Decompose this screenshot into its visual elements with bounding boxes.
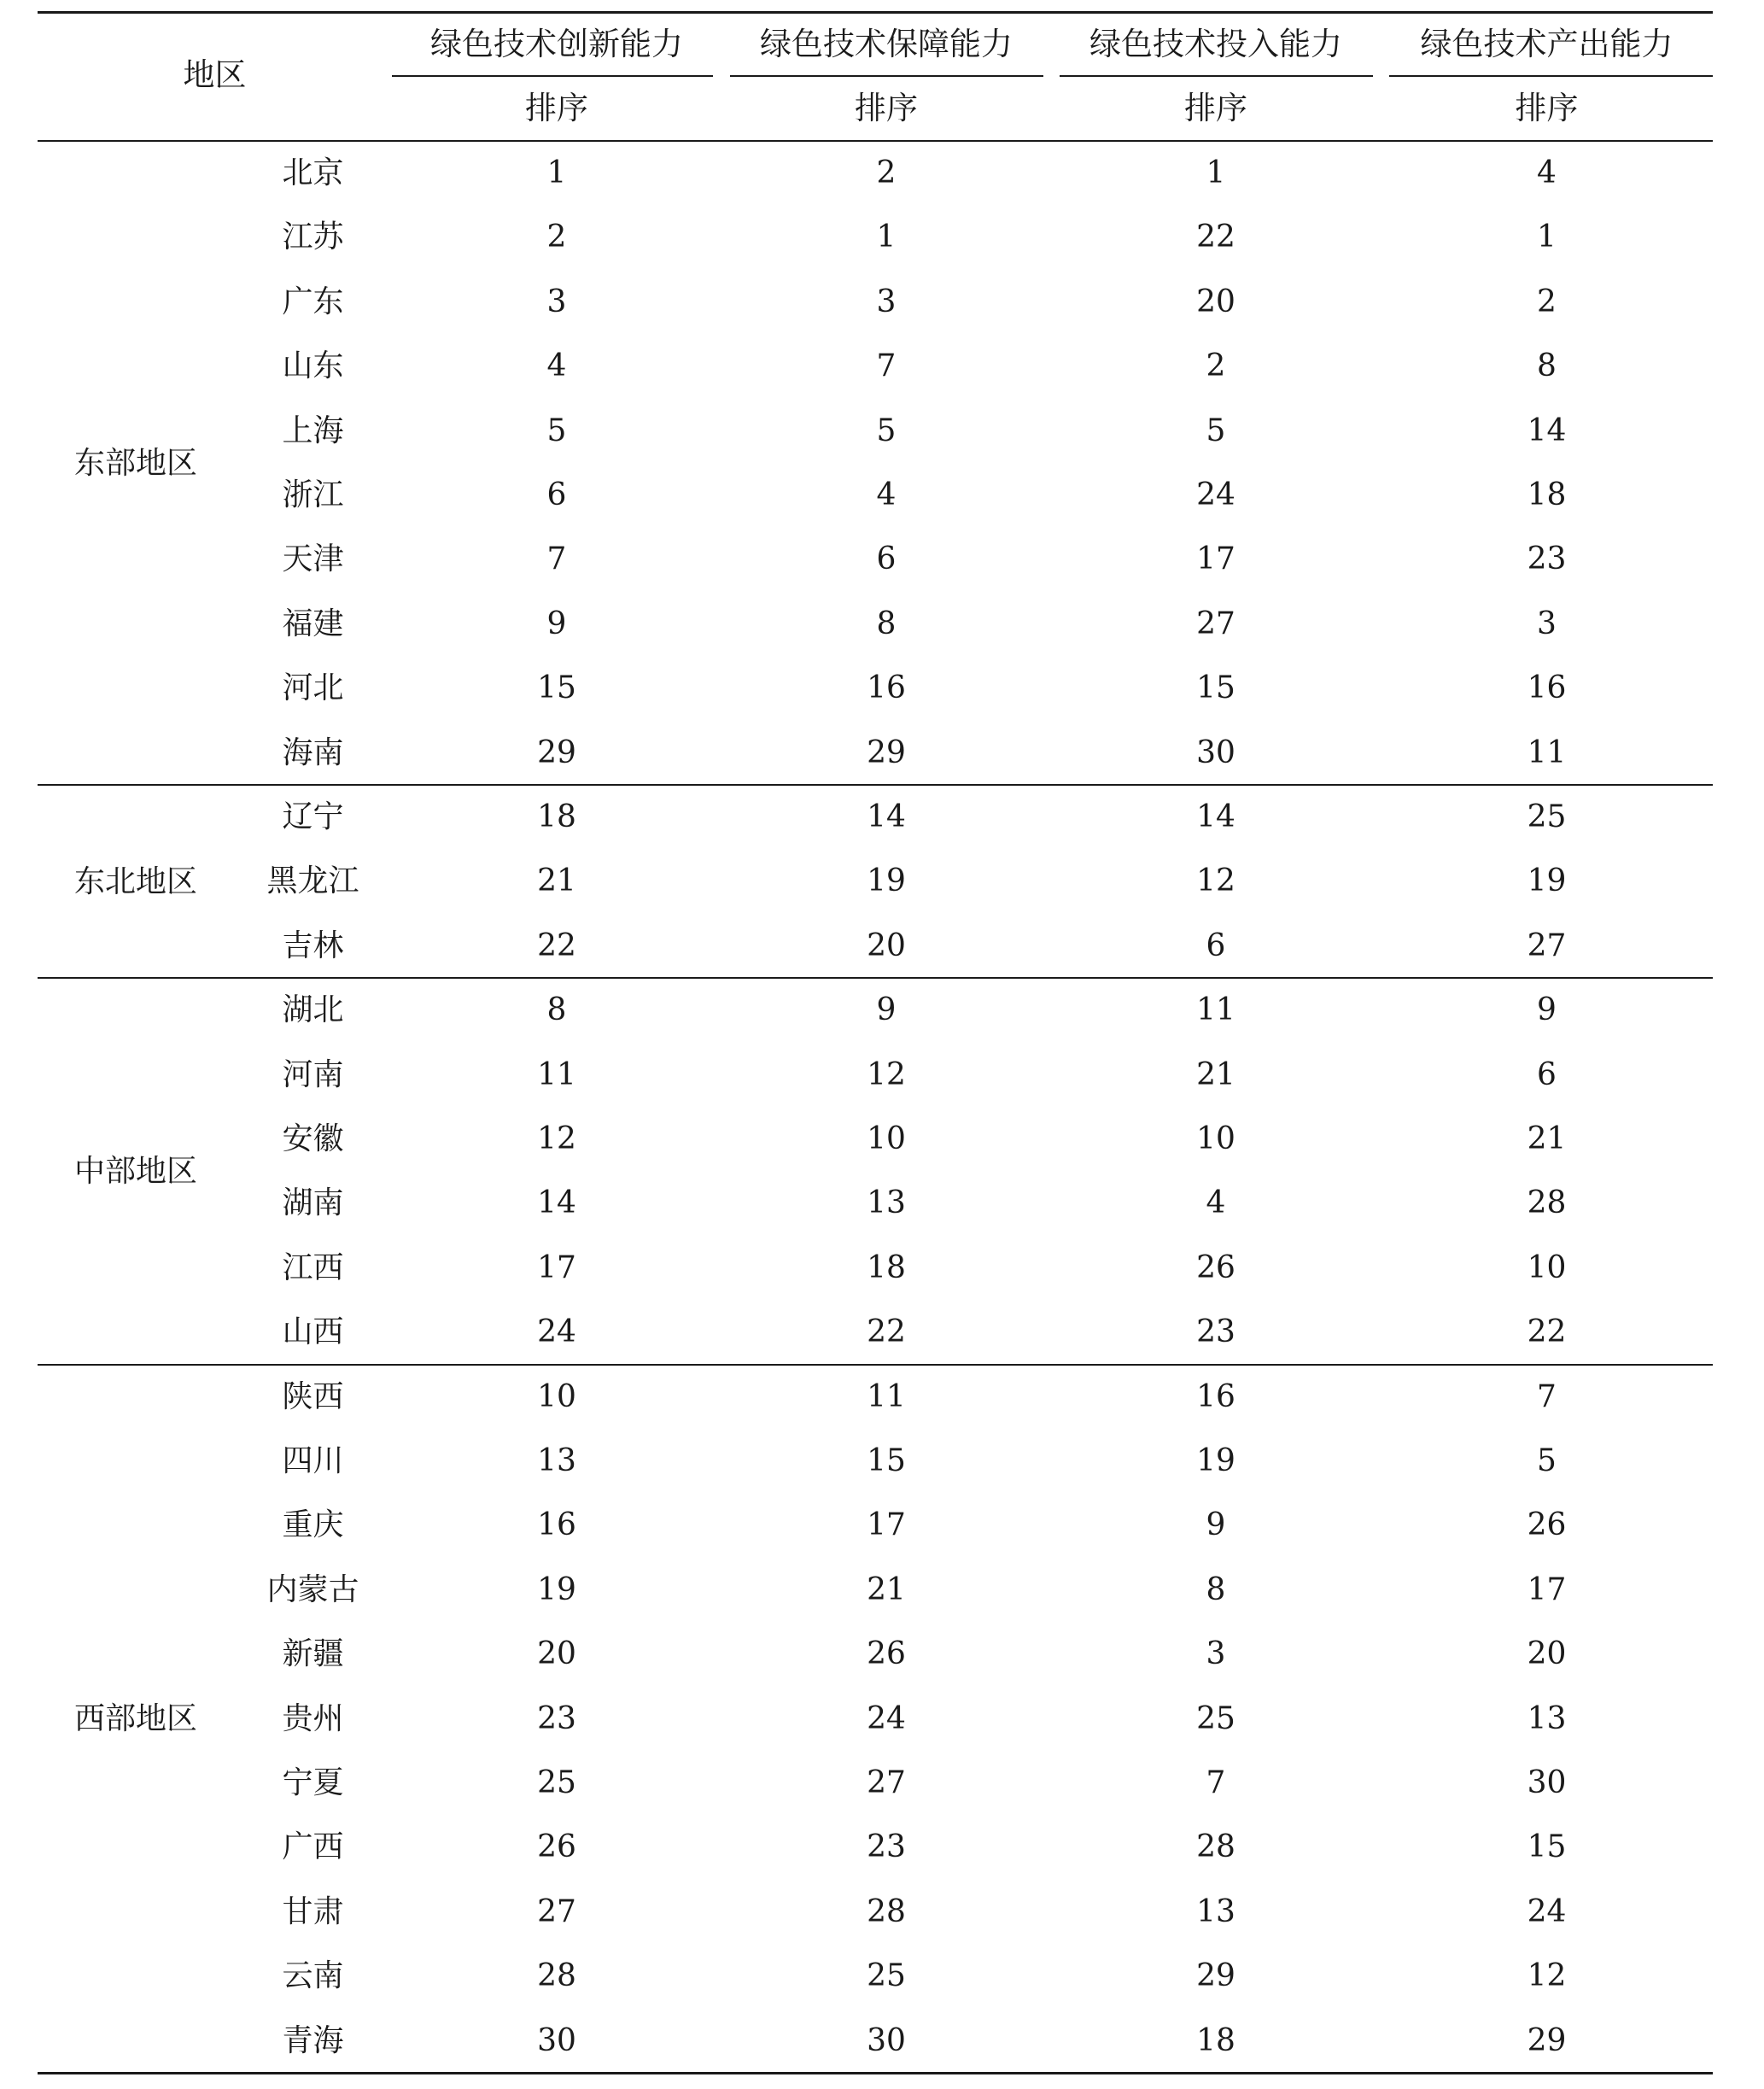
rank-cell: 6 xyxy=(1537,1056,1557,1092)
rank-cell: 23 xyxy=(537,1700,576,1736)
rank-cell: 30 xyxy=(1527,1765,1567,1800)
rank-cell: 17 xyxy=(1196,541,1235,577)
rank-cell: 10 xyxy=(867,1121,906,1156)
rank-cell: 24 xyxy=(537,1314,576,1350)
rank-cell: 26 xyxy=(1527,1507,1567,1543)
rank-cell: 2 xyxy=(1537,284,1557,319)
rank-cell: 27 xyxy=(1196,606,1235,641)
rank-cell: 13 xyxy=(537,1443,576,1478)
rank-cell: 21 xyxy=(1527,1121,1567,1156)
rank-cell: 27 xyxy=(1527,927,1567,963)
rank-cell: 11 xyxy=(1527,734,1567,770)
rank-cell: 28 xyxy=(867,1893,906,1929)
rank-cell: 7 xyxy=(546,541,567,577)
rank-cell: 29 xyxy=(1196,1958,1235,1994)
rank-cell: 2 xyxy=(546,219,567,255)
rank-cell: 22 xyxy=(867,1314,906,1350)
rank-cell: 30 xyxy=(1196,734,1235,770)
rank-cell: 15 xyxy=(537,670,576,706)
rank-cell: 15 xyxy=(867,1443,906,1478)
rank-cell: 26 xyxy=(867,1636,906,1672)
rank-cell: 21 xyxy=(537,863,576,899)
rank-cell: 15 xyxy=(1527,1829,1567,1865)
province-cell: 吉林 xyxy=(282,927,344,963)
rank-cell: 28 xyxy=(1527,1185,1567,1221)
province-cell: 广东 xyxy=(282,284,344,319)
rank-cell: 20 xyxy=(1527,1636,1567,1672)
rank-cell: 13 xyxy=(1196,1893,1235,1929)
rank-cell: 19 xyxy=(537,1571,576,1607)
province-cell: 湖北 xyxy=(282,992,344,1028)
rank-cell: 4 xyxy=(546,348,567,384)
rank-cell: 7 xyxy=(876,348,897,384)
rank-cell: 12 xyxy=(1196,863,1235,899)
rank-cell: 16 xyxy=(1196,1378,1235,1414)
province-cell: 天津 xyxy=(282,541,344,577)
header-column-input: 绿色技术投入能力 xyxy=(1089,26,1342,62)
rank-cell: 20 xyxy=(867,927,906,963)
rank-cell: 26 xyxy=(1196,1249,1235,1285)
rank-cell: 18 xyxy=(867,1249,906,1285)
rank-cell: 11 xyxy=(1196,992,1235,1028)
region-group-label: 中部地区 xyxy=(73,1153,197,1189)
rank-cell: 12 xyxy=(537,1121,576,1156)
rank-cell: 10 xyxy=(1196,1121,1235,1156)
rank-cell: 20 xyxy=(1196,284,1235,319)
header-sub-label: 排序 xyxy=(855,90,918,126)
rank-cell: 14 xyxy=(867,799,906,834)
rank-cell: 1 xyxy=(1537,219,1557,255)
rank-cell: 5 xyxy=(1537,1443,1557,1478)
rank-cell: 28 xyxy=(537,1958,576,1994)
rank-cell: 23 xyxy=(1196,1314,1235,1350)
header-sub-label: 排序 xyxy=(1184,90,1247,126)
rank-cell: 14 xyxy=(1196,799,1235,834)
province-cell: 甘肃 xyxy=(282,1893,344,1929)
rank-cell: 7 xyxy=(1537,1378,1557,1414)
rank-cell: 24 xyxy=(1196,477,1235,512)
province-cell: 新疆 xyxy=(282,1636,344,1672)
region-group-label: 东北地区 xyxy=(73,863,197,899)
rank-cell: 4 xyxy=(1537,155,1557,190)
rank-cell: 20 xyxy=(537,1636,576,1672)
rank-cell: 11 xyxy=(537,1056,576,1092)
province-cell: 福建 xyxy=(282,606,344,641)
rank-cell: 3 xyxy=(1206,1636,1226,1672)
rank-cell: 6 xyxy=(876,541,897,577)
rank-cell: 5 xyxy=(546,413,567,448)
rank-cell: 6 xyxy=(546,477,567,512)
rank-cell: 25 xyxy=(1527,799,1567,834)
rank-cell: 14 xyxy=(537,1185,576,1221)
province-cell: 内蒙古 xyxy=(266,1571,359,1607)
province-cell: 广西 xyxy=(282,1829,344,1865)
rank-cell: 19 xyxy=(1196,1443,1235,1478)
province-cell: 青海 xyxy=(282,2022,344,2058)
rank-cell: 10 xyxy=(1527,1249,1567,1285)
region-group-label: 西部地区 xyxy=(73,1700,197,1736)
rank-cell: 22 xyxy=(1196,219,1235,255)
province-cell: 河北 xyxy=(282,670,344,706)
rank-cell: 5 xyxy=(1206,413,1226,448)
province-cell: 山西 xyxy=(282,1314,344,1350)
header-column-output: 绿色技术产出能力 xyxy=(1420,26,1673,62)
rank-cell: 17 xyxy=(867,1507,906,1543)
header-region-label: 地区 xyxy=(183,56,247,93)
province-cell: 贵州 xyxy=(282,1700,344,1736)
rank-cell: 5 xyxy=(876,413,897,448)
rank-cell: 24 xyxy=(867,1700,906,1736)
rank-cell: 8 xyxy=(876,606,897,641)
rank-cell: 29 xyxy=(867,734,906,770)
rank-cell: 27 xyxy=(867,1765,906,1800)
rank-cell: 8 xyxy=(1537,348,1557,384)
rank-cell: 1 xyxy=(546,155,567,190)
rank-cell: 29 xyxy=(1527,2022,1567,2058)
rank-cell: 16 xyxy=(867,670,906,706)
rank-cell: 3 xyxy=(546,284,567,319)
rank-cell: 6 xyxy=(1206,927,1226,963)
province-cell: 四川 xyxy=(282,1443,344,1478)
province-cell: 河南 xyxy=(282,1056,344,1092)
rank-cell: 18 xyxy=(1196,2022,1235,2058)
rank-cell: 12 xyxy=(1527,1958,1567,1994)
header-column-innovation: 绿色技术创新能力 xyxy=(430,26,683,62)
rank-cell: 18 xyxy=(537,799,576,834)
rank-cell: 3 xyxy=(1537,606,1557,641)
province-cell: 湖南 xyxy=(282,1185,344,1221)
rank-cell: 19 xyxy=(1527,863,1567,899)
rank-cell: 2 xyxy=(876,155,897,190)
rank-cell: 1 xyxy=(1206,155,1226,190)
province-cell: 安徽 xyxy=(282,1121,344,1156)
header-sub-label: 排序 xyxy=(525,90,588,126)
rank-cell: 22 xyxy=(537,927,576,963)
rank-cell: 28 xyxy=(1196,1829,1235,1865)
province-cell: 浙江 xyxy=(282,477,344,512)
province-cell: 海南 xyxy=(282,734,344,770)
rank-cell: 29 xyxy=(537,734,576,770)
rank-cell: 10 xyxy=(537,1378,576,1414)
province-cell: 山东 xyxy=(282,348,344,384)
province-cell: 黑龙江 xyxy=(266,863,359,899)
region-group-label: 东部地区 xyxy=(73,445,197,481)
rank-cell: 9 xyxy=(546,606,567,641)
rank-cell: 13 xyxy=(1527,1700,1567,1736)
province-cell: 云南 xyxy=(282,1958,344,1994)
header-sub-label: 排序 xyxy=(1515,90,1579,126)
rank-cell: 9 xyxy=(1537,992,1557,1028)
rank-cell: 24 xyxy=(1527,1893,1567,1929)
rank-cell: 27 xyxy=(537,1893,576,1929)
rank-cell: 30 xyxy=(537,2022,576,2058)
rank-cell: 8 xyxy=(1206,1571,1226,1607)
rank-cell: 17 xyxy=(1527,1571,1567,1607)
rank-cell: 1 xyxy=(876,219,897,255)
rank-cell: 9 xyxy=(1206,1507,1226,1543)
rank-cell: 21 xyxy=(867,1571,906,1607)
rank-cell: 2 xyxy=(1206,348,1226,384)
rank-cell: 13 xyxy=(867,1185,906,1221)
rank-cell: 25 xyxy=(867,1958,906,1994)
rank-cell: 12 xyxy=(867,1056,906,1092)
rank-cell: 19 xyxy=(867,863,906,899)
rank-cell: 3 xyxy=(876,284,897,319)
province-cell: 辽宁 xyxy=(282,799,344,834)
table-bottom-rule xyxy=(38,2072,1713,2074)
rank-cell: 17 xyxy=(537,1249,576,1285)
rank-cell: 8 xyxy=(546,992,567,1028)
province-cell: 北京 xyxy=(282,155,344,190)
rank-cell: 25 xyxy=(537,1765,576,1800)
rank-cell: 26 xyxy=(537,1829,576,1865)
rank-cell: 22 xyxy=(1527,1314,1567,1350)
province-cell: 上海 xyxy=(282,413,344,448)
province-cell: 江西 xyxy=(282,1249,344,1285)
rank-cell: 11 xyxy=(867,1378,906,1414)
province-cell: 宁夏 xyxy=(282,1765,344,1800)
province-cell: 江苏 xyxy=(282,219,344,255)
rank-cell: 25 xyxy=(1196,1700,1235,1736)
rank-cell: 30 xyxy=(867,2022,906,2058)
rank-cell: 14 xyxy=(1527,413,1567,448)
rank-cell: 4 xyxy=(876,477,897,512)
province-cell: 重庆 xyxy=(282,1507,344,1543)
rank-cell: 4 xyxy=(1206,1185,1226,1221)
rank-cell: 18 xyxy=(1527,477,1567,512)
rank-cell: 21 xyxy=(1196,1056,1235,1092)
rank-cell: 23 xyxy=(1527,541,1567,577)
province-cell: 陕西 xyxy=(282,1378,344,1414)
rank-cell: 7 xyxy=(1206,1765,1226,1800)
rank-cell: 15 xyxy=(1196,670,1235,706)
rank-cell: 23 xyxy=(867,1829,906,1865)
rank-cell: 9 xyxy=(876,992,897,1028)
header-column-support: 绿色技术保障能力 xyxy=(760,26,1013,62)
rank-cell: 16 xyxy=(537,1507,576,1543)
rank-cell: 16 xyxy=(1527,670,1567,706)
